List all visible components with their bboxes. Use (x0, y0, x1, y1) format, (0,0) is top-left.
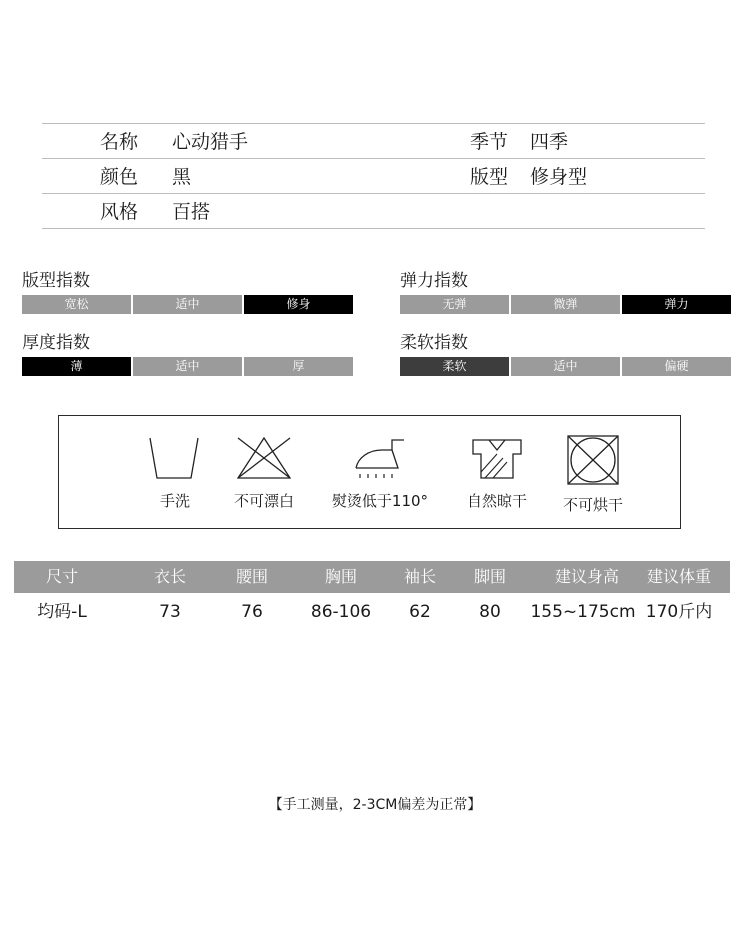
size-col-header: 胸围 (324, 567, 357, 586)
care-item-hand-wash (145, 434, 205, 511)
fit-option: 修身 (244, 295, 353, 314)
care-label: 不可漂白 (233, 492, 294, 510)
size-cell: 170斤内 (645, 602, 713, 622)
elastic-index-title: 弹力指数 (400, 271, 468, 291)
iron-icon (352, 434, 408, 482)
measurement-note: 【手工测量，2-3CM偏差为正常】 (268, 797, 482, 813)
size-col-header: 袖长 (403, 567, 436, 586)
no-tumble-dry-icon (565, 434, 621, 486)
hand-wash-icon (147, 434, 203, 482)
info-value: 心动猎手 (172, 131, 249, 153)
thickness-option: 厚 (244, 357, 353, 376)
size-table-row (14, 596, 730, 628)
thickness-option: 薄 (22, 357, 131, 376)
info-key: 季节 (470, 131, 509, 153)
elastic-option: 弹力 (622, 295, 731, 314)
product-info-table (42, 123, 705, 229)
care-item-drip-dry (459, 434, 535, 511)
info-value: 修身型 (530, 166, 588, 188)
fit-index-title: 版型指数 (22, 271, 90, 291)
size-cell: 76 (241, 602, 263, 622)
info-row (42, 123, 705, 158)
size-cell: 86-106 (310, 602, 372, 622)
thickness-index-title: 厚度指数 (22, 333, 90, 353)
care-label: 不可烘干 (562, 496, 623, 514)
size-table-header (14, 561, 730, 593)
size-col-header: 脚围 (473, 567, 506, 586)
softness-option: 柔软 (400, 357, 509, 376)
elastic-option: 微弹 (511, 295, 620, 314)
info-row (42, 158, 705, 193)
info-value: 黑 (172, 166, 192, 188)
size-col-header: 建议体重 (646, 567, 711, 586)
thickness-index-bar (22, 357, 353, 376)
size-col-header: 腰围 (235, 567, 268, 586)
elastic-index-bar (400, 295, 731, 314)
softness-index (400, 331, 731, 376)
care-instructions-box (58, 415, 681, 529)
care-label: 熨烫低于110° (331, 492, 429, 510)
info-value: 四季 (530, 131, 569, 153)
care-label: 自然晾干 (466, 492, 527, 510)
care-item-iron (324, 434, 436, 511)
thickness-index (22, 331, 353, 376)
fit-option: 适中 (133, 295, 242, 314)
fit-option: 宽松 (22, 295, 131, 314)
no-bleach-icon (234, 434, 294, 482)
elastic-index (400, 269, 731, 314)
elastic-option: 无弹 (400, 295, 509, 314)
fit-index-bar (22, 295, 353, 314)
info-key: 名称 (100, 131, 139, 153)
size-cell: 73 (159, 602, 181, 622)
fit-index (22, 269, 353, 314)
thickness-option: 适中 (133, 357, 242, 376)
info-key: 颜色 (100, 166, 139, 188)
size-cell: 62 (409, 602, 431, 622)
softness-index-bar (400, 357, 731, 376)
care-item-no-tumble-dry (555, 434, 631, 515)
softness-option: 偏硬 (622, 357, 731, 376)
info-key: 风格 (100, 201, 139, 223)
drip-dry-icon (467, 434, 527, 482)
size-cell: 均码-L (37, 602, 87, 622)
info-row (42, 193, 705, 229)
size-col-header: 建议身高 (554, 567, 619, 586)
size-cell: 155~175cm (530, 602, 636, 622)
size-cell: 80 (479, 602, 501, 622)
info-key: 版型 (470, 166, 509, 188)
size-col-header: 尺寸 (45, 567, 78, 586)
info-value: 百搭 (172, 201, 211, 223)
softness-option: 适中 (511, 357, 620, 376)
softness-index-title: 柔软指数 (400, 333, 468, 353)
size-col-header: 衣长 (153, 567, 186, 586)
care-label: 手洗 (159, 492, 190, 510)
care-item-no-bleach (225, 434, 303, 511)
